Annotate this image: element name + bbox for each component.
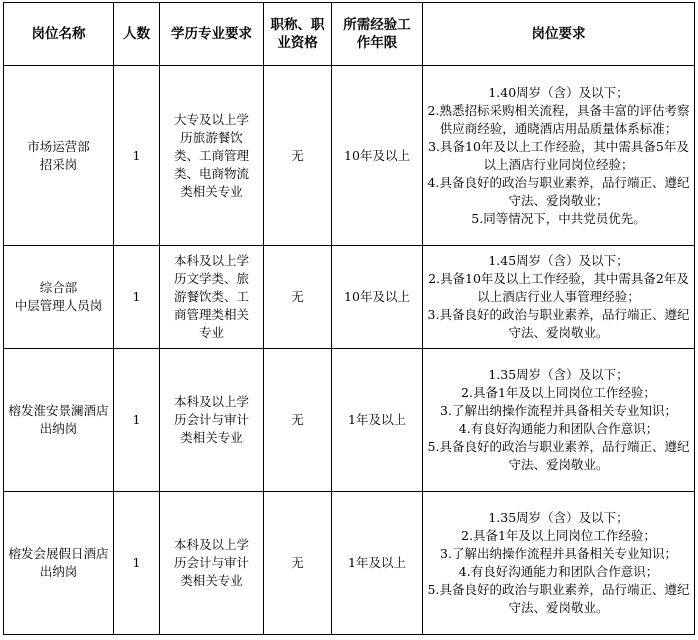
position-name-cell — [4, 349, 114, 492]
education-cell: 本科及以上学历会计与审计类相关专业 — [160, 349, 264, 492]
header-position-name: 岗位名称 — [4, 3, 114, 66]
position-name-line: 榕发会展假日酒店 — [8, 546, 109, 561]
position-name-cell — [4, 66, 114, 246]
experience-cell: 10年及以上 — [332, 246, 423, 349]
header-requirements: 岗位要求 — [423, 3, 695, 66]
position-name-line: 榕发淮安景澜酒店 — [8, 403, 109, 418]
count-cell: 1 — [114, 66, 160, 246]
requirement-item: 5.具备良好的政治与职业素养，品行端正、遵纪守法、爱岗敬业。 — [427, 582, 690, 615]
position-name-cell — [4, 492, 114, 635]
position-name-cell — [4, 246, 114, 349]
position-name-line: 出纳岗 — [39, 421, 78, 436]
title-cell: 无 — [264, 492, 332, 635]
position-name-line: 招采岗 — [39, 156, 78, 172]
requirements-cell — [423, 349, 695, 492]
header-education: 学历专业要求 — [160, 3, 264, 66]
header-row — [4, 3, 695, 66]
requirement-item: 5.具备良好的政治与职业素养，品行端正、遵纪守法、爱岗敬业。 — [427, 439, 690, 472]
requirement-item: 4.具备良好的政治与职业素养，品行端正、遵纪守法、爱岗敬业； — [427, 174, 690, 208]
requirement-item: 2.具备10年及以上工作经验，其中需具备2年及以上酒店行业人事管理经验； — [428, 271, 689, 304]
position-name-line: 中层管理人员岗 — [14, 298, 103, 313]
requirements-cell — [423, 246, 695, 349]
count-cell: 1 — [114, 492, 160, 635]
experience-cell: 1年及以上 — [332, 349, 423, 492]
position-name-line: 出纳岗 — [39, 564, 78, 579]
table-row — [4, 492, 695, 635]
requirement-item: 2.具备1年及以上同岗位工作经验； — [461, 528, 656, 543]
position-name-line: 市场运营部 — [27, 138, 90, 154]
requirement-item: 1.40周岁（含）及以下； — [488, 84, 629, 100]
header-count: 人数 — [114, 3, 160, 66]
requirement-item: 2.具备1年及以上同岗位工作经验； — [461, 385, 656, 400]
header-experience: 所需经验工作年限 — [332, 3, 423, 66]
job-requirements-table — [3, 2, 695, 635]
table-row — [4, 246, 695, 349]
table-row — [4, 349, 695, 492]
experience-cell: 1年及以上 — [332, 492, 423, 635]
education-cell: 大专及以上学历旅游餐饮类、工商管理类、电商物流类相关专业 — [160, 66, 264, 246]
position-name-line: 综合部 — [39, 280, 78, 295]
requirements-cell — [423, 66, 695, 246]
requirement-item: 5.同等情况下，中共党员优先。 — [471, 210, 646, 226]
requirement-item: 1.45周岁（含）及以下； — [488, 253, 629, 268]
header-title-qualification: 职称、职业资格 — [264, 3, 332, 66]
requirements-cell — [423, 492, 695, 635]
title-cell: 无 — [264, 246, 332, 349]
requirement-item: 1.35周岁（含）及以下； — [488, 367, 629, 382]
count-cell: 1 — [114, 349, 160, 492]
requirement-item: 4.有良好沟通能力和团队合作意识； — [458, 564, 659, 579]
requirement-item: 2.熟悉招标采购相关流程，具备丰富的评估考察供应商经验，通晓酒店用品质量体系标准； — [427, 102, 690, 136]
education-cell: 本科及以上学历会计与审计类相关专业 — [160, 492, 264, 635]
requirement-item: 3.具备良好的政治与职业素养，品行端正、遵纪守法、爱岗敬业。 — [427, 307, 690, 340]
education-cell: 本科及以上学历文学类、旅游餐饮类、工商管理类相关专业 — [160, 246, 264, 349]
title-cell: 无 — [264, 349, 332, 492]
table-row — [4, 66, 695, 246]
count-cell: 1 — [114, 246, 160, 349]
experience-cell: 10年及以上 — [332, 66, 423, 246]
requirement-item: 3.了解出纳操作流程并具备相关专业知识； — [440, 403, 677, 418]
requirement-item: 1.35周岁（含）及以下； — [488, 510, 629, 525]
requirement-item: 3.了解出纳操作流程并具备相关专业知识； — [440, 546, 677, 561]
title-cell: 无 — [264, 66, 332, 246]
requirement-item: 3.具备10年及以上工作经验，其中需具备5年及以上酒店行业同岗位经验； — [428, 138, 689, 172]
requirement-item: 4.有良好沟通能力和团队合作意识； — [458, 421, 659, 436]
